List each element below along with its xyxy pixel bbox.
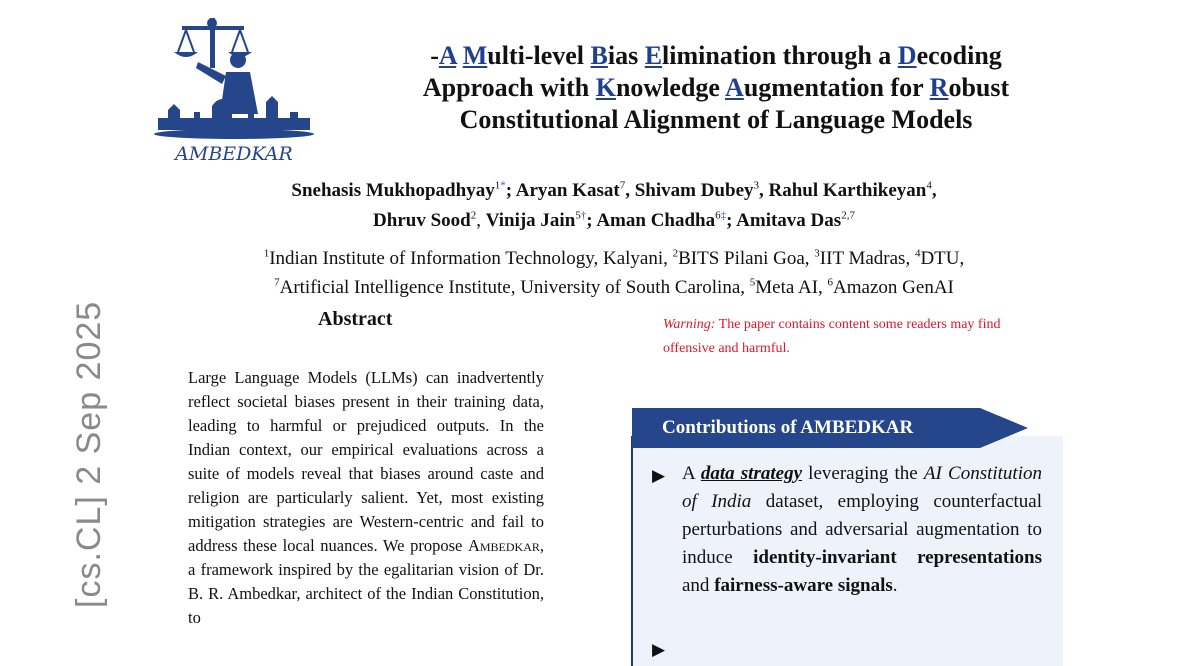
abstract-text: Large Language Models (LLMs) can inadvertently reflect societal biases present in their training data, leading to harmful or prejudiced outputs. In the Indian context, our empirical evaluations across a suite of models reveal that biases around caste and religion are particularly salient. Yet, most existing mitigation strategies are Western-centric and fail to address these local nuances. We propose Ambedkar, a framework inspired by the egalitarian vision of Dr. B. R. Ambedkar, architect of the Indian Constitution, to (188, 368, 544, 627)
title-line-1: -A Multi-level Bias Elimination through a Decoding (430, 41, 1002, 70)
header-arrow-shape (980, 408, 1028, 448)
logo-graphic (148, 18, 320, 168)
author: Shivam Dubey (634, 180, 754, 201)
content-warning: Warning: The paper contains content some readers may find offensive and harmful. (663, 317, 1001, 356)
contributions-header: Contributions of AMBEDKAR (632, 408, 980, 448)
author: Dhruv Sood (373, 210, 471, 231)
title-line-2: Approach with Knowledge Augmentation for Robust (422, 73, 1010, 102)
arxiv-stamp: [cs.CL] 2 Sep 2025 (70, 300, 108, 608)
author-list: Snehasis Mukhopadhyay$^{1*}$; Aryan Kasat$^7$, Shivam Dubey$^3$, Rahul Karthikeyan$^4$, Dhruv Sood$^2$, Vinija Jain$^{5\dagger}$; Aman Chadha$^{6\ddagger}$; Amitava Das$^{2,7}$ (291, 179, 937, 231)
author: Vinija Jain (485, 210, 576, 231)
author: Aryan Kasat (515, 180, 620, 201)
bullet-triangle-icon: ▶ (652, 640, 666, 659)
logo-text: AMBEDKAR (175, 143, 293, 165)
title-line-3: Constitutional Alignment of Language Models (459, 105, 973, 134)
affiliations: $^1$Indian Institute of Information Technology, Kalyani, $^2$BITS Pilani Goa, $^3$IIT Madras, $^4$DTU, $^7$Artificial Intelligence Institute, University of South Carolina, $^5$Meta AI, $^6$Amazon GenAI (263, 247, 965, 298)
contribution-item: ▶ A data strategy leveraging the AI Constitution of India dataset, employing counterfactual perturbations and adversarial augmentation to induce identity-invariant representations and fairness-aware signals. (652, 463, 1042, 596)
paper-title (330, 40, 1102, 136)
author: Rahul Karthikeyan (768, 180, 927, 201)
ambedkar-logo (148, 18, 320, 168)
abstract-heading: Abstract (318, 308, 393, 330)
author: Amitava Das (736, 210, 842, 231)
bullet-triangle-icon: ▶ (652, 466, 666, 485)
author: Snehasis Mukhopadhyay (291, 180, 495, 201)
author: Aman Chadha (596, 210, 716, 231)
